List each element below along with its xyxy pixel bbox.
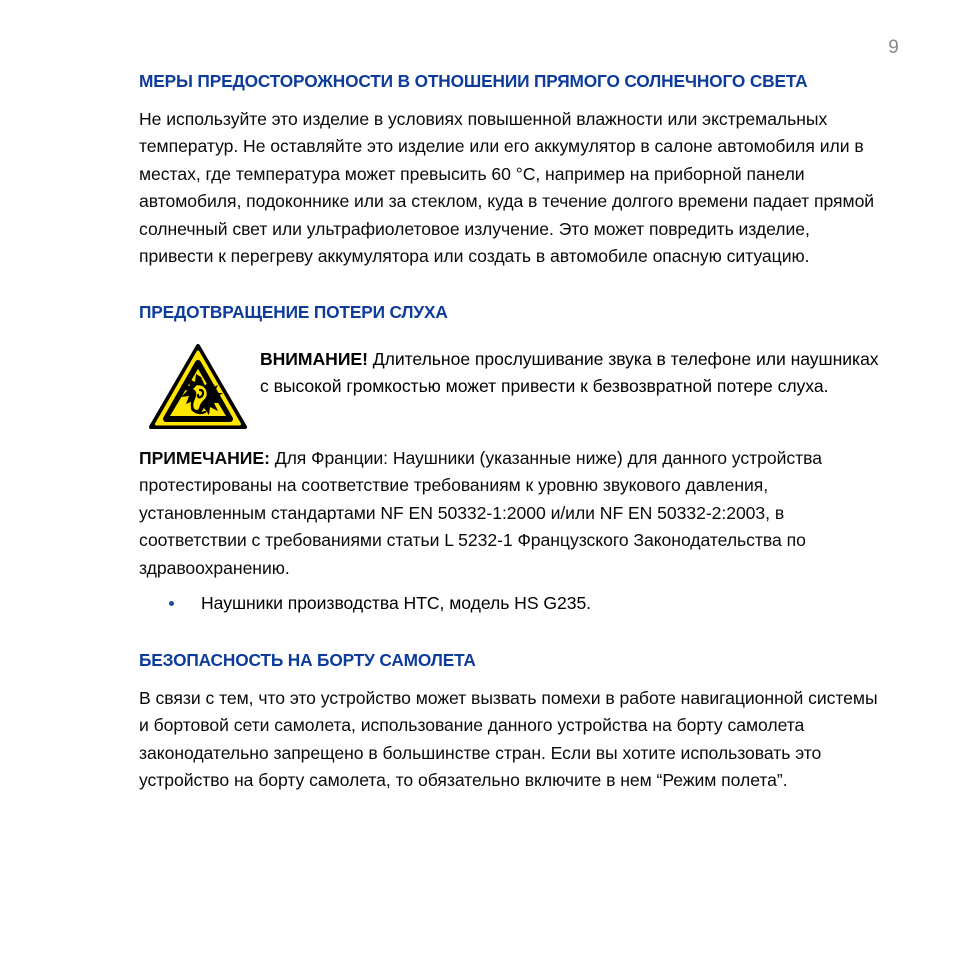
- warning-label: ВНИМАНИЕ!: [260, 348, 368, 369]
- list-item: Наушники производства HTC, модель HS G235.: [139, 590, 881, 618]
- page-content: [139, 70, 881, 795]
- section-body-aircraft: В связи с тем, что это устройство может вызвать помехи в работе навигационной системы и бортовой сети самолета, использование данного устройства на борту самолета законодательно запрещено в большинстве стран. Если вы хотите использовать это устройство на борту самолета, то обязательно включите в нем “Режим полета”.: [139, 687, 878, 791]
- section-heading-aircraft: БЕЗОПАСНОСТЬ НА БОРТУ САМОЛЕТА: [139, 650, 476, 671]
- section-heading-hearing: ПРЕДОТВРАЩЕНИЕ ПОТЕРИ СЛУХА: [139, 302, 448, 323]
- hearing-hazard-warning-icon: [148, 343, 248, 431]
- hearing-warning-text: [260, 342, 881, 401]
- headset-list: [139, 590, 881, 618]
- section-heading-sunlight: МЕРЫ ПРЕДОСТОРОЖНОСТИ В ОТНОШЕНИИ ПРЯМОГО СОЛНЕЧНОГО СВЕТА: [139, 71, 808, 91]
- page-number: 9: [888, 37, 899, 58]
- note-body: Для Франции: Наушники (указанные ниже) для данного устройства протестированы на соответствие требованиям к уровню звукового давления, установленным стандартами NF EN 50332-1:2000 и/или NF EN 50332-2:2003, в соответствии с требованиями статьи L 5232-1 Французского Законодательства по здравоохранению.: [139, 447, 822, 578]
- spacer: [139, 93, 881, 106]
- section-body-sunlight: Не используйте это изделие в условиях повышенной влажности или экстремальных температур. Не оставляйте это изделие или его аккумулятор в салоне автомобиля или в местах, где температура может превысить 60 °C, например на приборной панели автомобиля, подоконнике или за стеклом, куда в течение долгого времени падает прямой солнечный свет или ультрафиолетовое излучение. Это может повредить изделие, привести к перегреву аккумулятора или создать в автомобиле опасную ситуацию.: [139, 108, 875, 267]
- hearing-warning-block: [139, 342, 881, 431]
- warning-body: Длительное прослушивание звука в телефоне или наушниках с высокой громкостью может привести к безвозвратной потере слуха.: [260, 348, 879, 397]
- spacer: [139, 619, 881, 649]
- spacer: [139, 672, 881, 685]
- spacer: [139, 431, 881, 445]
- spacer: [139, 271, 881, 301]
- note-label: ПРИМЕЧАНИЕ:: [139, 447, 270, 468]
- hearing-note: [139, 445, 881, 583]
